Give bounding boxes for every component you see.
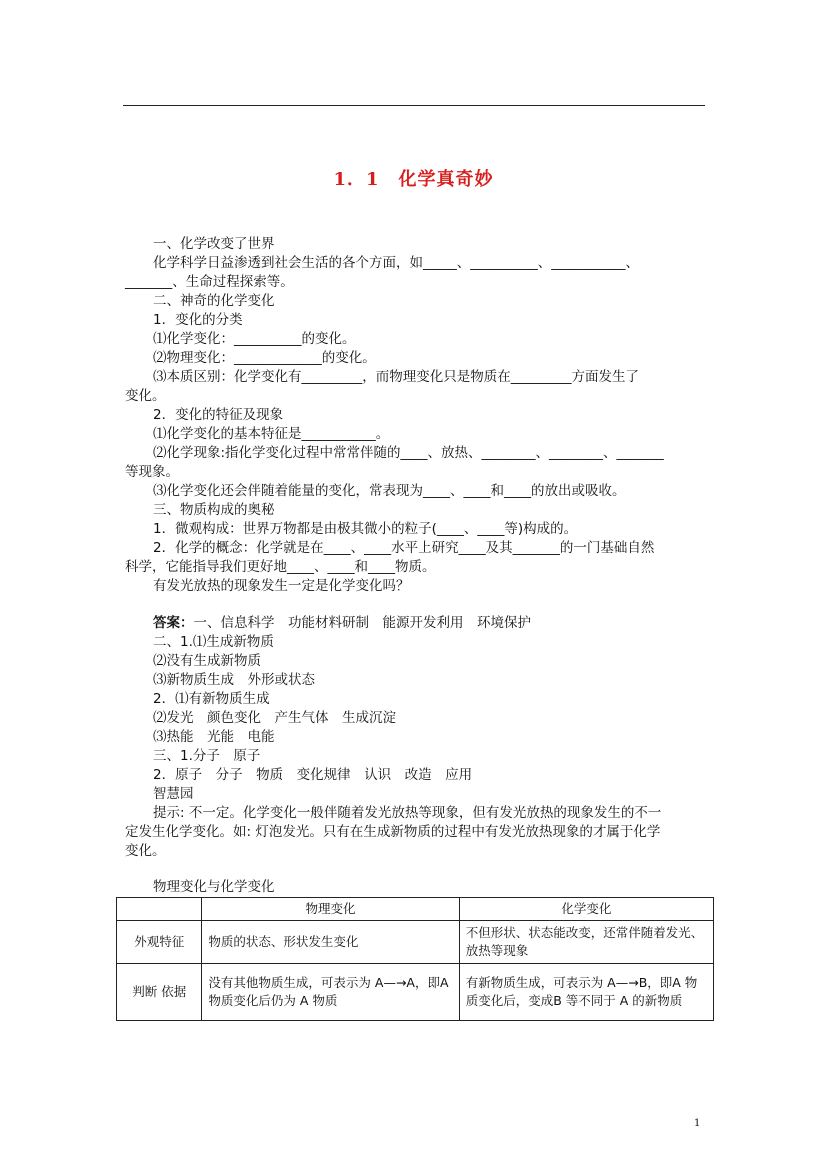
hint-line: 变化。 bbox=[125, 843, 166, 859]
subsection-heading: 1．变化的分类 bbox=[153, 312, 243, 328]
table-cell: 有新物质生成，可表示为 A—→B，即A 物质变化后，变成B 等不同于 A 的新物质 bbox=[459, 964, 713, 1021]
table-row bbox=[117, 964, 714, 1021]
question-line: 1．微观构成：世界万物都是由极其微小的粒子(____、____等)构成的。 bbox=[153, 521, 578, 537]
table-header-row bbox=[117, 898, 714, 921]
answer-line: ⑵没有生成新物质 bbox=[153, 653, 261, 669]
table-cell: 没有其他物质生成，可表示为 A—→A，即A 物质变化后仍为 A 物质 bbox=[202, 964, 459, 1021]
question-line: ⑶化学变化还会伴随着能量的变化，常表现为____、____和____的放出或吸收。 bbox=[153, 483, 626, 499]
answer-line: ⑶热能 光能 电能 bbox=[153, 729, 275, 745]
subsection-heading: 2．变化的特征及现象 bbox=[153, 407, 284, 423]
answer-line: 智慧园 bbox=[153, 786, 194, 802]
question-line: 2．化学的概念：化学就是在____、____水平上研究____及其_______的一门基础自然 bbox=[153, 540, 655, 556]
section-heading: 三、物质构成的奥秘 bbox=[153, 502, 275, 518]
question-line: ⑵物理变化：_____________的变化。 bbox=[153, 350, 376, 366]
answer-line: ⑶新物质生成 外形或状态 bbox=[153, 672, 315, 688]
answers-label: 答案： bbox=[153, 615, 194, 631]
question-line: 有发光放热的现象发生一定是化学变化吗？ bbox=[153, 578, 410, 594]
answers-first-line bbox=[153, 614, 531, 633]
answer-text: 一、信息科学 功能材料研制 能源开发利用 环境保护 bbox=[193, 615, 531, 631]
page-title: 1．1 化学真奇妙 bbox=[333, 169, 494, 190]
question-line: 化学科学日益渗透到社会生活的各个方面，如_____、__________、___________、 bbox=[153, 255, 639, 271]
question-line: 变化。 bbox=[125, 388, 166, 404]
section-heading: 二、神奇的化学变化 bbox=[153, 293, 275, 309]
question-line: ⑵化学现象:指化学变化过程中常常伴随的____、放热、________、________、_______ bbox=[153, 445, 664, 461]
answer-line: 2．原子 分子 物质 变化规律 认识 改造 应用 bbox=[153, 767, 473, 783]
question-line: ⑴化学变化的基本特征是___________。 bbox=[153, 426, 390, 442]
header-rule bbox=[123, 105, 705, 106]
table-caption: 物理变化与化学变化 bbox=[153, 879, 275, 895]
question-line: _______、生命过程探索等。 bbox=[125, 274, 294, 290]
table-cell: 物质的状态、形状发生变化 bbox=[202, 921, 459, 964]
comparison-table bbox=[116, 897, 714, 1021]
question-line: 等现象。 bbox=[125, 464, 179, 480]
hint-line: 定发生化学变化。如: 灯泡发光。只有在生成新物质的过程中有发光放热现象的才属于化学 bbox=[125, 824, 661, 840]
table-cell: 判断 依据 bbox=[117, 964, 202, 1021]
table-header-cell: 物理变化 bbox=[202, 898, 459, 921]
page-number: 1 bbox=[694, 1118, 701, 1129]
question-line: ⑴化学变化：__________的变化。 bbox=[153, 331, 356, 347]
question-line: ⑶本质区别：化学变化有_________，而物理变化只是物质在_________方面发生了 bbox=[153, 369, 639, 385]
table-header-cell: 化学变化 bbox=[459, 898, 713, 921]
answer-line: 2．⑴有新物质生成 bbox=[153, 691, 270, 707]
table-row bbox=[117, 921, 714, 964]
answer-line: 二、1.⑴生成新物质 bbox=[153, 634, 274, 650]
hint-line: 提示: 不一定。化学变化一般伴随着发光放热等现象，但有发光放热的现象发生的不一 bbox=[153, 805, 662, 821]
answer-line: 三、1.分子 原子 bbox=[153, 748, 261, 764]
answer-line: ⑵发光 颜色变化 产生气体 生成沉淀 bbox=[153, 710, 396, 726]
table-cell: 不但形状、状态能改变，还常伴随着发光、放热等现象 bbox=[459, 921, 713, 964]
table-header-cell bbox=[117, 898, 202, 921]
section-heading: 一、化学改变了世界 bbox=[153, 236, 275, 252]
table-cell: 外观特征 bbox=[117, 921, 202, 964]
question-line: 科学，它能指导我们更好地____、____和____物质。 bbox=[125, 559, 436, 575]
